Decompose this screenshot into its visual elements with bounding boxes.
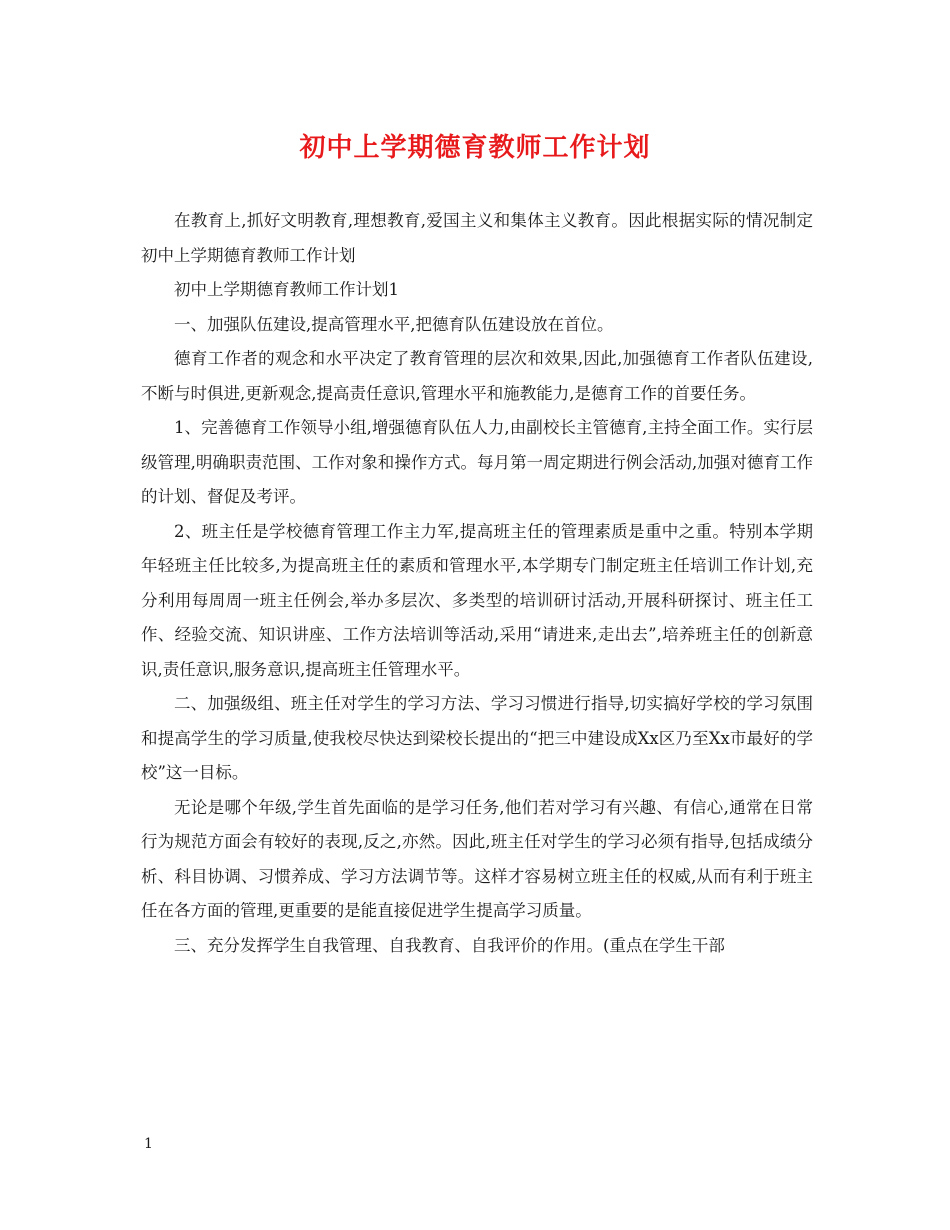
document-title: 初中上学期德育教师工作计划 [299, 133, 651, 163]
paragraph-section-2-body: 无论是哪个年级,学生首先面临的是学习任务,他们若对学习有兴趣、有信心,通常在日常行为规范方面会有较好的表现,反之,亦然。因此,班主任对学生的学习必须有指导,包括成绩分析、科目协调、习惯养成、学习方法调节等。这样才容易树立班主任的权威,从而有利于班主任在各方面的管理,更重要的是能直接促进学生提高学习质量。 [141, 797, 813, 920]
paragraph-item-2: 2、班主任是学校德育管理工作主力军,提高班主任的管理素质是重中之重。特别本学期年轻班主任比较多,为提高班主任的素质和管理水平,本学期专门制定班主任培训工作计划,充分利用每周周一班主任例会,举办多层次、多类型的培训研讨活动,开展科研探讨、班主任工作、经验交流、知识讲座、工作方法培训等活动,采用“请进来,走出去”,培养班主任的创新意识,责任意识,服务意识,提高班主任管理水平。 [141, 521, 813, 679]
paragraph-section-3-heading: 三、充分发挥学生自我管理、自我教育、自我评价的作用。(重点在学生干部 [174, 935, 725, 955]
paragraph-plan-heading: 初中上学期德育教师工作计划1 [174, 280, 399, 299]
paragraph-intro: 在教育上,抓好文明教育,理想教育,爱国主义和集体主义教育。因此根据实际的情况制定初中上学期德育教师工作计划 [141, 211, 813, 265]
document-body [141, 204, 813, 963]
paragraph-section-1-heading: 一、加强队伍建设,提高管理水平,把德育队伍建设放在首位。 [174, 314, 614, 334]
paragraph-section-2-heading: 二、加强级组、班主任对学生的学习方法、学习习惯进行指导,切实搞好学校的学习氛围和提高学生的学习质量,使我校尽快达到梁校长提出的“把三中建设成Xx区乃至Xx市最好的学校”这一目标。 [141, 694, 813, 782]
paragraph-item-1: 1、完善德育工作领导小组,增强德育队伍人力,由副校长主管德育,主持全面工作。实行层级管理,明确职责范围、工作对象和操作方式。每月第一周定期进行例会活动,加强对德育工作的计划、督促及考评。 [141, 418, 813, 506]
paragraph-section-1-body: 德育工作者的观念和水平决定了教育管理的层次和效果,因此,加强德育工作者队伍建设,不断与时俱进,更新观念,提高责任意识,管理水平和施教能力,是德育工作的首要任务。 [141, 349, 813, 403]
page-number: 1 [144, 1136, 153, 1152]
